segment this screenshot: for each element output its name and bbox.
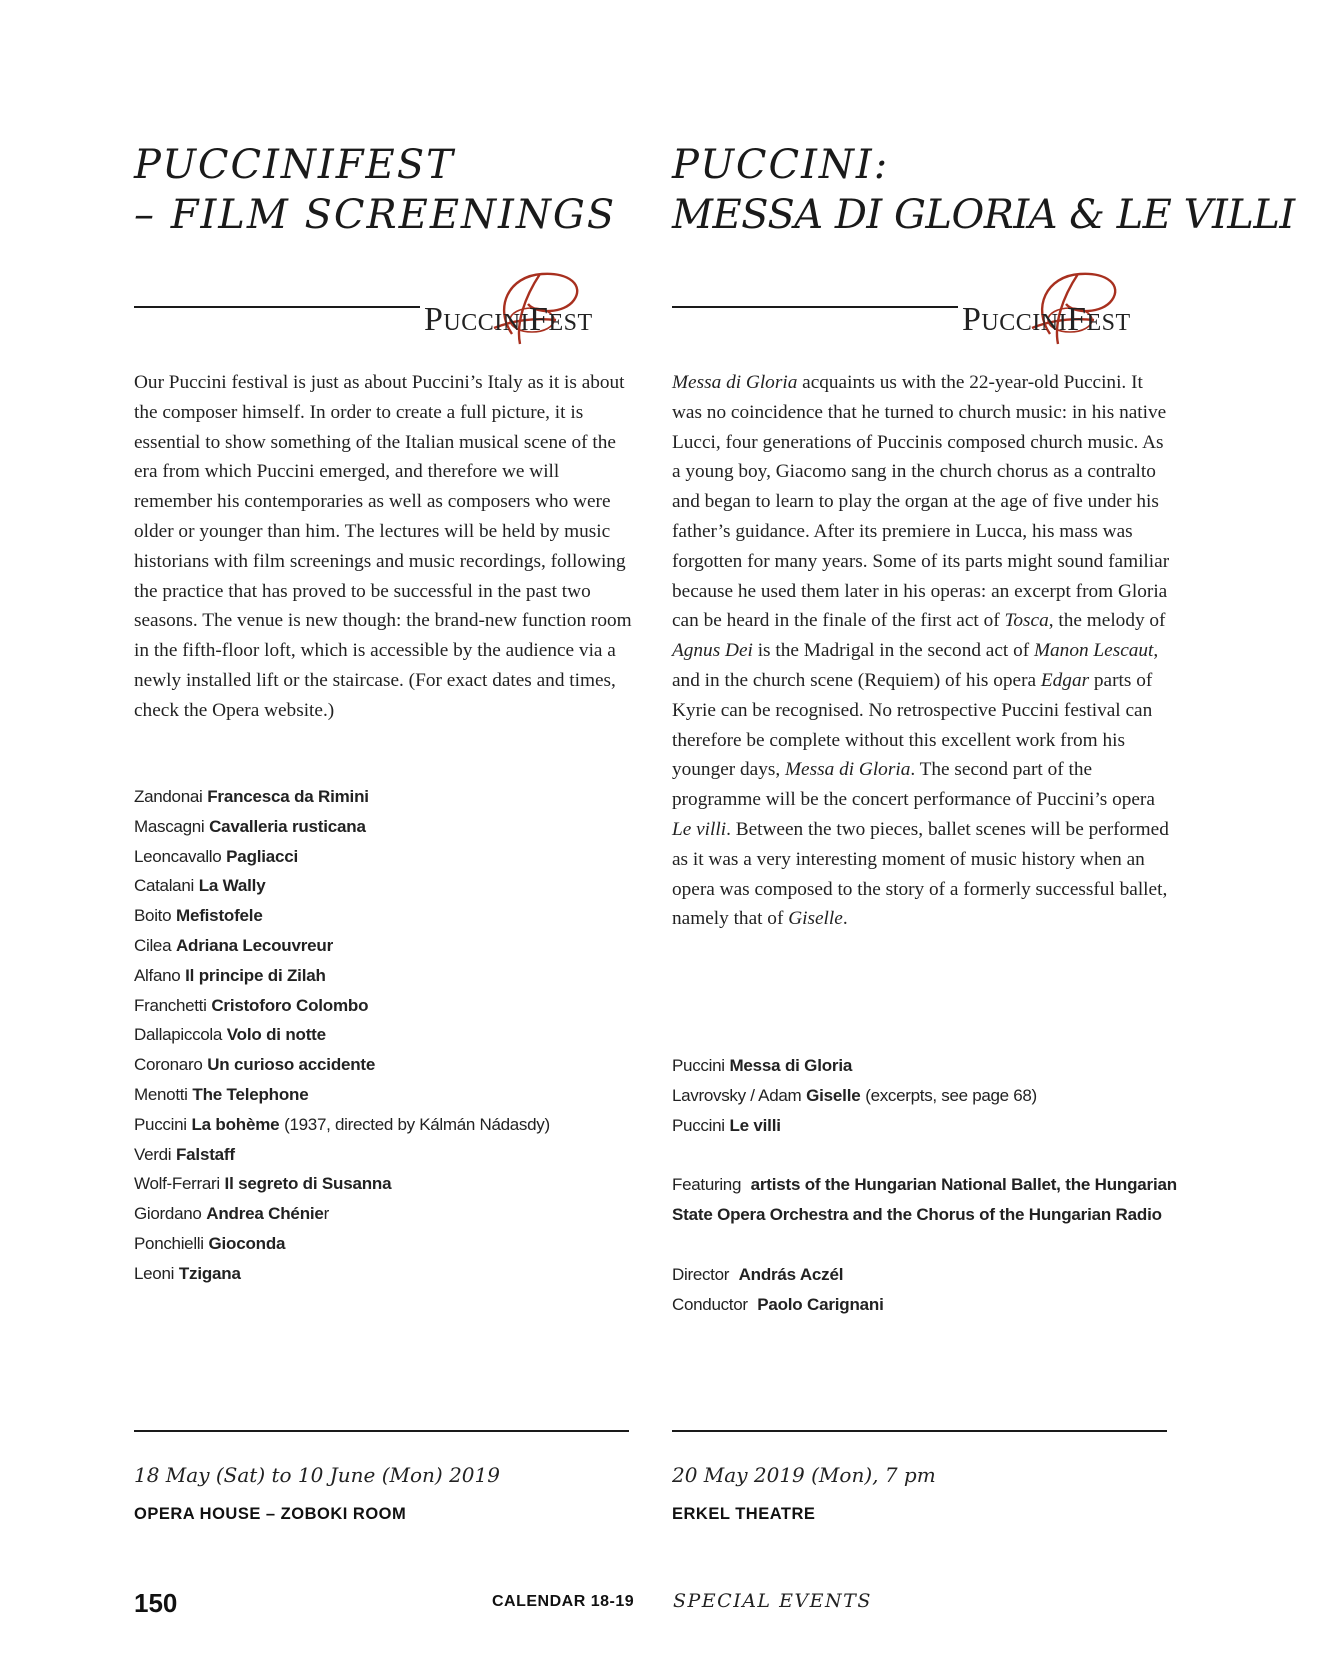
list-item: Boito Mefistofele xyxy=(134,906,263,926)
director-label: Director xyxy=(672,1265,730,1284)
list-item: Zandonai Francesca da Rimini xyxy=(134,787,369,806)
featuring-line2: State Opera Orchestra and the Chorus of the Hungarian Radio xyxy=(672,1204,1162,1224)
right-credits xyxy=(672,1260,884,1320)
list-item: Mascagni Cavalleria rusticana xyxy=(134,816,366,836)
list-item: Wolf-Ferrari Il segreto di Susanna xyxy=(134,1174,392,1194)
left-event-date: 18 May (Sat) to 10 June (Mon) 2019 xyxy=(134,1463,500,1487)
right-body-paragraph: Messa di Gloria acquaints us with the 22-year-old Puccini. It was no coincidence that he turned to church music: in his native Lucci, four generations of Puccinis composed church music. As a young boy, Giacomo sang in the church chorus as a contralto and began to learn to play the organ at the age of five under his father’s guidance. After its premiere in Lucca, his mass was forgotten for many years. Some of its parts might sound familiar because he used them later in his operas: an excerpt from Gloria can be heard in the finale of the first act of Tosca, the melody of Agnus Dei is the Madrigal in the second act of Manon Lescaut, and in the church scene (Requiem) of his opera Edgar parts of Kyrie can be recognised. No retrospective Puccini festival can therefore be complete without this excellent work from his younger days, Messa di Gloria. The second part of the programme will be the concert performance of Puccini’s opera Le villi. Between the two pieces, ballet scenes will be performed as it was a very interesting moment of music history when an opera was composed to the story of a formerly successful ballet, namely that of Giselle. xyxy=(672,372,1170,930)
footer-calendar: CALENDAR 18-19 xyxy=(492,1593,635,1610)
featuring-line1: artists of the Hungarian National Ballet, the Hungarian xyxy=(750,1175,1177,1194)
list-item: Puccini La bohème (1937, directed by Kálmán Nádasdy) xyxy=(134,1114,550,1134)
left-body-paragraph: Our Puccini festival is just as about Puccini’s Italy as it is about the composer himself. In order to create a full picture, it is essential to show something of the Italian musical scene of the era from which Puccini emerged, and therefore we will remember his contemporaries as well as composers who were older or younger than him. The lectures will be held by music historians with film screenings and music recordings, following the practice that has proved to be successful in the past two seasons. The venue is new though: the brand-new function room in the fifth-floor loft, which is accessible by the audience via a newly installed lift or the staircase. (For exact dates and times, check the Opera website.) xyxy=(134,372,632,721)
right-title-line1: PUCCINI: xyxy=(672,142,890,188)
right-event-venue: ERKEL THEATRE xyxy=(672,1505,816,1523)
right-title xyxy=(672,140,1295,240)
right-title-line2: MESSA DI GLORIA & LE VILLI xyxy=(672,192,1295,238)
left-title-line1: PUCCINIFEST xyxy=(134,142,455,188)
list-item: Coronaro Un curioso accidente xyxy=(134,1055,376,1075)
right-event-date: 20 May 2019 (Mon), 7 pm xyxy=(672,1463,936,1487)
list-item: Ponchielli Gioconda xyxy=(134,1233,286,1253)
left-footer-rule xyxy=(134,1430,629,1432)
left-title xyxy=(134,140,616,240)
list-item: Puccini Messa di Gloria xyxy=(672,1056,853,1075)
list-item: Menotti The Telephone xyxy=(134,1084,309,1104)
director-name: András Aczél xyxy=(738,1265,844,1284)
logo-text: PucciniFest xyxy=(424,301,593,338)
right-featuring xyxy=(672,1170,1177,1230)
page-number: 150 xyxy=(134,1588,178,1618)
list-item: Puccini Le villi xyxy=(672,1115,781,1135)
conductor-label: Conductor xyxy=(672,1294,748,1314)
list-item: Lavrovsky / Adam Giselle (excerpts, see page 68) xyxy=(672,1085,1037,1105)
list-item: Franchetti Cristoforo Colombo xyxy=(134,995,369,1015)
right-body xyxy=(672,368,1172,934)
left-program-list xyxy=(134,782,550,1289)
list-item: Leoncavallo Pagliacci xyxy=(134,846,299,866)
list-item: Giordano Andrea Chénier xyxy=(134,1204,330,1224)
left-title-line2: – FILM SCREENINGS xyxy=(134,192,617,238)
left-event-venue: OPERA HOUSE – ZOBOKI ROOM xyxy=(134,1505,407,1523)
list-item: Verdi Falstaff xyxy=(134,1144,235,1164)
conductor-name: Paolo Carignani xyxy=(757,1294,884,1314)
pucinifest-logo-right xyxy=(962,268,1172,346)
right-title-rule xyxy=(672,306,958,308)
left-body xyxy=(134,368,634,726)
pucinifest-logo-left xyxy=(424,268,634,346)
footer-section: SPECIAL EVENTS xyxy=(673,1590,872,1612)
left-title-rule xyxy=(134,306,420,308)
list-item: Catalani La Wally xyxy=(134,876,266,896)
list-item: Leoni Tzigana xyxy=(134,1263,241,1283)
logo-text: PucciniFest xyxy=(962,301,1131,338)
list-item: Dallapiccola Volo di notte xyxy=(134,1025,326,1045)
featuring-label: Featuring xyxy=(672,1175,742,1194)
right-footer-rule xyxy=(672,1430,1167,1432)
list-item: Alfano Il principe di Zilah xyxy=(134,965,326,985)
list-item: Cilea Adriana Lecouvreur xyxy=(134,935,333,955)
right-program-list xyxy=(672,1051,1037,1140)
